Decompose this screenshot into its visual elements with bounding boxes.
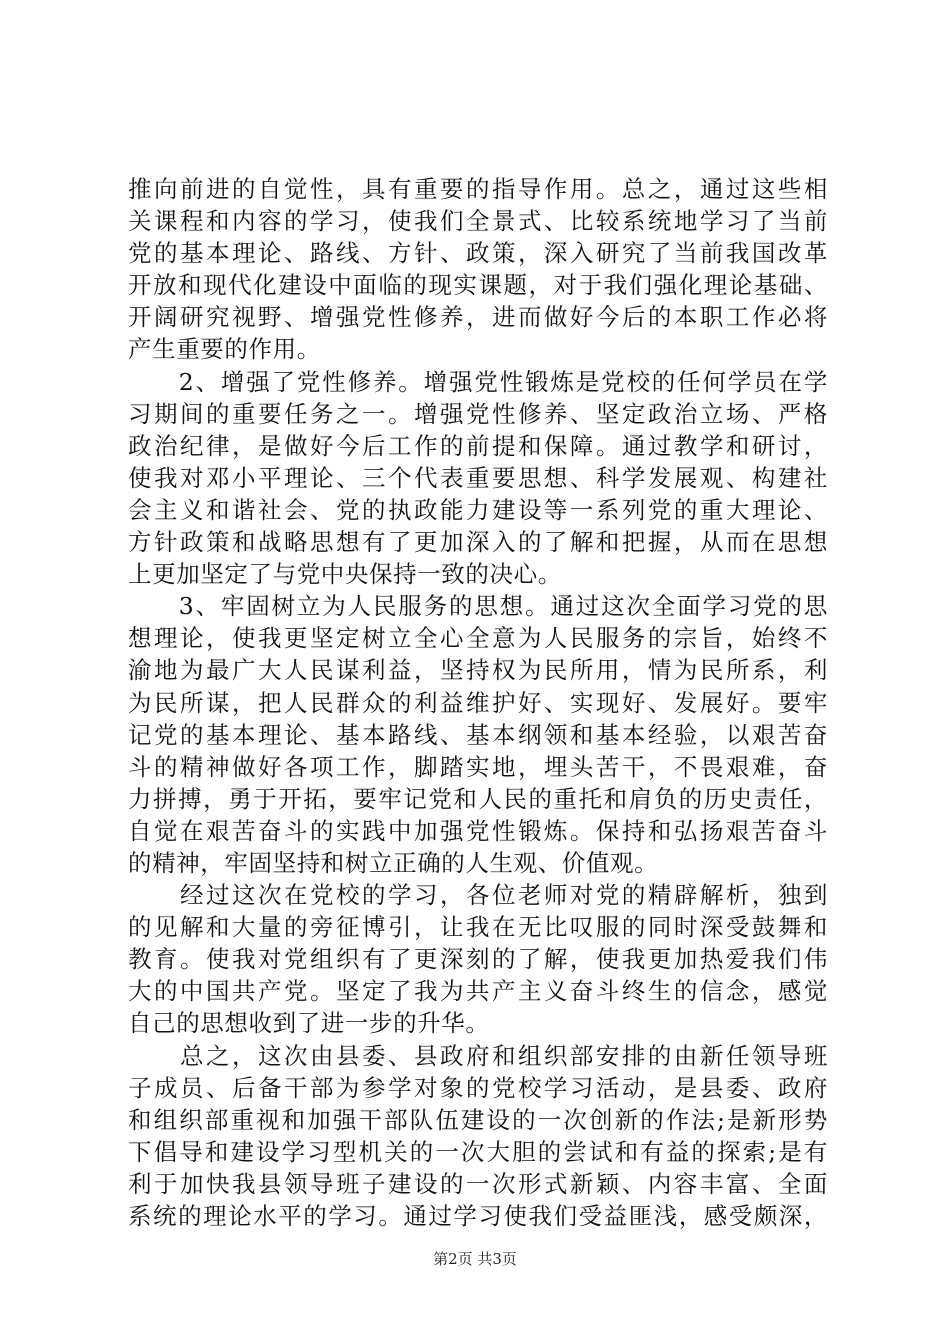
text-line: 关课程和内容的学习，使我们全景式、比较系统地学习了当前 bbox=[128, 207, 828, 236]
text-line: 渝地为最广大人民谋利益，坚持权为民所用，情为民所系，利 bbox=[128, 656, 828, 685]
text-line: 经过这次在党校的学习，各位老师对党的精辟解析，独到 bbox=[128, 881, 828, 910]
text-line: 大的中国共产党。坚定了我为共产主义奋斗终生的信念，感觉 bbox=[128, 977, 828, 1006]
text-line: 推向前进的自觉性，具有重要的指导作用。总之，通过这些相 bbox=[128, 175, 828, 203]
text-line: 力拼搏，勇于开拓，要牢记党和人民的重托和肩负的历史责任， bbox=[128, 784, 828, 813]
text-line: 为民所谋，把人民群众的利益维护好、实现好、发展好。要牢 bbox=[128, 688, 828, 717]
text-line: 使我对邓小平理论、三个代表重要思想、科学发展观、构建社 bbox=[128, 463, 828, 492]
text-line: 下倡导和建设学习型机关的一次大胆的尝试和有益的探索;是有 bbox=[128, 1137, 828, 1166]
text-line: 总之，这次由县委、县政府和组织部安排的由新任领导班 bbox=[128, 1041, 828, 1070]
text-line: 3、牢固树立为人民服务的思想。通过这次全面学习党的思 bbox=[128, 592, 828, 621]
text-line: 想理论，使我更坚定树立全心全意为人民服务的宗旨，始终不 bbox=[128, 624, 828, 653]
text-line: 利于加快我县领导班子建设的一次形式新颖、内容丰富、全面 bbox=[128, 1169, 828, 1198]
text-line: 上更加坚定了与党中央保持一致的决心。 bbox=[128, 560, 562, 589]
text-line: 自觉在艰苦奋斗的实践中加强党性锻炼。保持和弘扬艰苦奋斗 bbox=[128, 816, 828, 845]
text-line: 子成员、后备干部为参学对象的党校学习活动，是县委、政府 bbox=[128, 1073, 828, 1102]
text-line: 党的基本理论、路线、方针、政策，深入研究了当前我国改革 bbox=[128, 239, 828, 268]
text-line: 的见解和大量的旁征博引，让我在无比叹服的同时深受鼓舞和 bbox=[128, 913, 828, 942]
text-line: 和组织部重视和加强干部队伍建设的一次创新的作法;是新形势 bbox=[128, 1105, 828, 1134]
text-line: 政治纪律，是做好今后工作的前提和保障。通过教学和研讨， bbox=[128, 431, 828, 460]
text-line: 习期间的重要任务之一。增强党性修养、坚定政治立场、严格 bbox=[128, 399, 828, 428]
text-line: 会主义和谐社会、党的执政能力建设等一系列党的重大理论、 bbox=[128, 495, 828, 524]
text-line: 开阔研究视野、增强党性修养，进而做好今后的本职工作必将 bbox=[128, 303, 828, 332]
text-line: 方针政策和战略思想有了更加深入的了解和把握，从而在思想 bbox=[128, 528, 828, 557]
text-line: 斗的精神做好各项工作，脚踏实地，埋头苦干，不畏艰难，奋 bbox=[128, 752, 828, 781]
text-line: 的精神，牢固坚持和树立正确的人生观、价值观。 bbox=[128, 848, 659, 877]
text-line: 产生重要的作用。 bbox=[128, 335, 321, 364]
text-line: 教育。使我对党组织有了更深刻的了解，使我更加热爱我们伟 bbox=[128, 945, 828, 974]
text-line: 开放和现代化建设中面临的现实课题，对于我们强化理论基础、 bbox=[128, 271, 828, 300]
page-footer: 第2页 共3页 bbox=[433, 1250, 517, 1268]
text-line: 系统的理论水平的学习。通过学习使我们受益匪浅，感受颇深， bbox=[128, 1202, 828, 1230]
text-line: 自己的思想收到了进一步的升华。 bbox=[128, 1009, 490, 1038]
text-line: 记党的基本理论、基本路线、基本纲领和基本经验，以艰苦奋 bbox=[128, 720, 828, 749]
body-text bbox=[128, 173, 828, 1232]
text-line: 2、增强了党性修养。增强党性锻炼是党校的任何学员在学 bbox=[128, 367, 828, 396]
